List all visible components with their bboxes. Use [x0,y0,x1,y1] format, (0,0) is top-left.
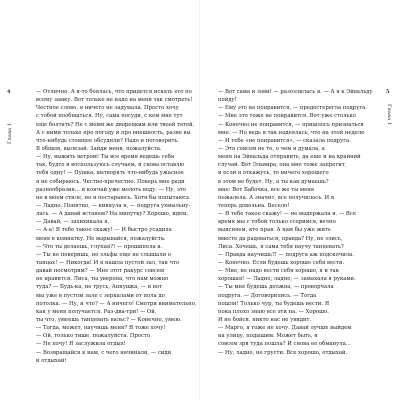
text-line: — Мне, не надо вести себя хорошо, я и так [218,268,340,275]
text-line: всему замку. Вот только не надо на меня так смотреть! [36,97,193,104]
text-line: тебя одну! — Пушка, вытворять что-нибудь ужасное [36,170,184,177]
text-line: случай. Вот Эльвира, она мне тоже запретит, [218,162,347,169]
text-line: не в моем стиле, но я постараюсь. Хотя бы попытаюсь. [36,194,191,201]
text-line: Лиса. Хочешь, я сама тебя научу танцевать? [218,243,344,250]
text-line: — Возвращайся к нам, с чего начинали, — сиди [36,349,172,356]
text-line: еще болтать? Не с моим же дворецким или твоей тетей. [36,121,195,128]
text-line: в этом не будет. Ну, а ты как думаешь? [218,178,329,185]
text-line: — Я тебе такое скажу! — не выдержала я. — Все [218,211,356,218]
text-line: не нравится. Лиса, ты уверена, что нам можно [36,276,169,283]
text-line: — А-а! Я тебе такое скажу! — И быстро усадила [36,227,172,234]
text-line: ты что, умеешь танцевать вальс? — Конечно, умею. [36,316,182,323]
right-page-number: 5 [386,89,390,95]
left-running-head: Глава 1 [7,122,13,144]
text-line: мне. — Но ведь я так надеялась, что на этой неделе [218,129,365,136]
text-line: — Мне это тоже не понравится. Вот уже столько [218,113,356,120]
text-line: что-нибудь стоящее обсудили? Надо и поговорить. [36,137,179,144]
text-line: я не собираюсь. Честно-пречестно. Поверь мне ради [36,178,185,185]
text-line: — Не хочу! Я заслужила отдых! [36,341,126,348]
text-line: — Ты мне будешь должна, — проворчала [218,284,334,291]
text-line: и отдыхай! [36,357,67,364]
text-line: меня на Эйвальда отправить, да еще и на крайний [218,154,361,161]
text-line: теперь довольна. Весело! [218,202,290,209]
text-line: — Ладно. Понятно, — кивнула я, — подруга ухмыльну- [36,202,191,209]
text-line: — Ну, ладно, не грусти. Все хорошо, отдыхай. [218,349,348,356]
text-line: Честное слово, я ничего не задумала. Просто хочу [36,105,179,112]
left-page-number: 4 [7,89,11,95]
text-line: туда? — Будь-ка, не трусь, Аннушка, — и вот [36,284,163,291]
text-line: — Конечно. Если будешь хорошо себя вести. [218,259,345,266]
text-line: пока плохо знаю все эти па. — Хорошо. [218,308,329,315]
text-line: лась. — А давай встанем? На минутку? Хорошо, идем. [36,211,188,218]
text-line: — Правда научишь?! — подруга аж подскочила. [218,251,355,258]
text-line: подруга. — Договорились. — Тогда [218,292,317,299]
text-line: время мы с тобой только ссоримся, вечно [218,219,336,226]
right-page [200,0,400,400]
text-line: — Конечно не понравится, — пришлось признаться [218,121,364,128]
text-line: так, будто я воспользуюсь случаем, и снова оставлю [36,162,185,169]
text-line: пожалела. А значит, все получилось. И я [218,194,335,201]
text-line: — Ну, выжить ветром! Ты все время ведешь себя [36,154,175,161]
text-line: и если я откажусь, то ничего хорошего [218,170,329,177]
text-line: — Вот сама и зови! — разозлилась я. — А я к Эйвальду [218,89,373,95]
text-line: мне: Вот Бабочка, все же ты меня [218,186,315,193]
text-line: — Ему это не понравится, — предостерегла подруга. [218,105,367,112]
text-line: — Ты не поверишь, но эльфы еще не слышали о [36,251,171,258]
text-line: И не бойся, никто нас не увидит. [218,316,312,323]
text-line: А с ними только про погоду и про внешность, разве вы [36,129,191,136]
text-line: — Это совсем не то, о чем я думала, а [218,145,325,152]
text-line: — Давай, — захихикала я. [36,219,110,226]
text-line: хорошая! — Ладно, ладно, — замахала я руками. [218,276,356,283]
right-running-head: Глава 1 [386,104,392,126]
text-line: В общем, вылезай. Зайди меня, пожалуйста. [36,145,162,152]
text-line: — Тогда, может, научишь меня? Я тоже хочу! [36,325,166,332]
text-line: — Отлично. А я-то боялась, что придется искать его по [36,89,192,95]
text-line: танцах! — Никогда! И я нашла пустой зал, так что [36,259,180,266]
text-line: — Ой, только тише, пожалуйста. Просто [36,333,151,340]
right-text-column [218,88,373,357]
text-line: выясняем, кто прав. А нам бы уже жить [218,227,331,234]
text-line: давай посмотрим? — Мне этот ракурс совсем [36,268,165,275]
text-line: на улицу, подышим. Может быть, я [218,333,318,340]
text-line: совсем зря туда пошла? И снова ее обманула... [218,341,351,348]
text-line: — И тебе «не понравится», — сказала подруга. [218,137,351,144]
left-text-column [36,88,197,365]
text-line: пошли! Только чур, ты будешь вести. Я [218,300,330,307]
text-line: разнообразия... и кончай уже молоть воду. — Ну, это [36,186,186,193]
text-line: пойду! [218,97,237,104]
text-line: как у меня получается. Раз-два-три! — Ой, [36,308,157,315]
text-line: — Что ты делаешь, глупая?! — прошипела я. [36,243,163,250]
text-line: меня в комнатку. Не вырывайся, пожалуйста. [36,235,166,242]
text-line: мы уже в пустом зале с зеркалами от пола до [36,292,165,299]
text-line: с тобой пообщаться. Ну, сама посуди, с кем мне тут [36,113,183,120]
text-line: — Марго, я тоже не хочу. Давай лучше выйдем [218,325,352,332]
text-line: потолка. — Ну, и что? — А ничего! Смотри внимательно, [36,300,197,307]
text-line: вместе да радоваться, правда? Ну, не злись, [218,235,343,242]
